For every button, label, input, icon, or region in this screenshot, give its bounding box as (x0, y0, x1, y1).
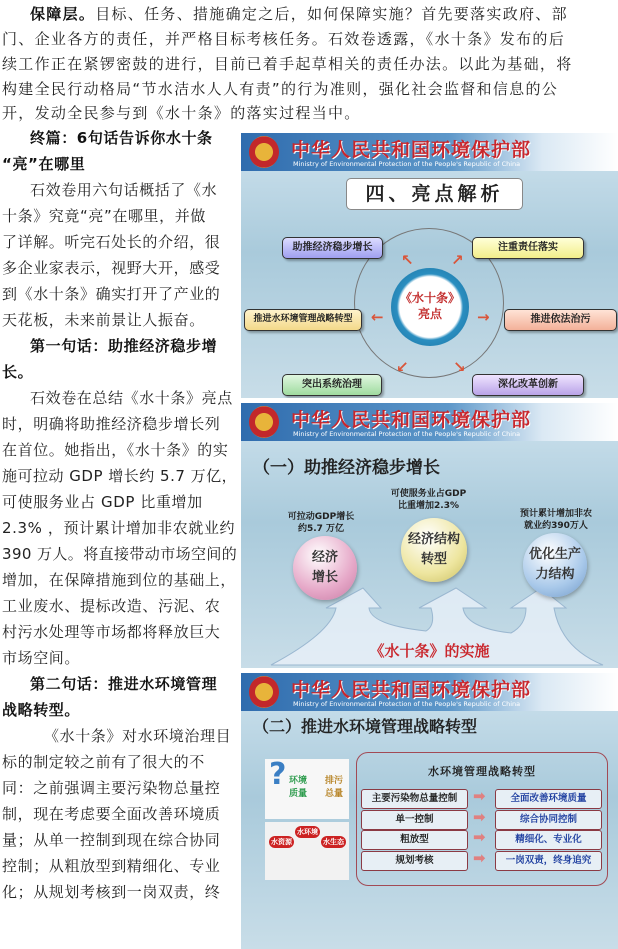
arrow-icon: ← (371, 308, 384, 326)
national-emblem-icon (249, 676, 279, 708)
arrow-right-icon: ➡ (473, 807, 486, 826)
text-line: 终篇：6句话告诉你水十条 (30, 129, 213, 147)
item-reform: 深化改革创新 (472, 374, 584, 396)
text-line: 控制；从粗放型到精细化、专业 (2, 857, 221, 875)
text-line: 门、企业各方的责任，并严格目标考核任务。石效卷透露，《水十条》发布的后 (2, 30, 566, 48)
text-line: 石效卷在总结《水十条》亮点 (30, 389, 233, 407)
text-line: 保障层。目标、任务、措施确定之后，如何保障实施？首先要落实政府、部 (30, 5, 568, 23)
lead-bold: 保障层。 (30, 5, 96, 23)
text-line: 标的制定较之前有了很大的不 (2, 753, 205, 771)
ball-production: 优化生产 力结构 (523, 533, 587, 597)
text-line: 天花板，未来前景让人振奋。 (2, 311, 205, 329)
from-item: 单一控制 (361, 810, 468, 830)
to-item: 精细化、专业化 (495, 830, 602, 850)
text-line: 多企业家表示，视野大开，感受 (2, 259, 221, 277)
arrow-icon: ↖ (401, 251, 414, 269)
arrow-right-icon: ➡ (473, 848, 486, 867)
text-line: 战略转型。 (2, 701, 81, 719)
slide-economy: 中华人民共和国环境保护部 Ministry of Environmental Protection of the People's Republic of China （一）助推经济稳步增长 可拉动GDP增长 约5.7 万亿 可使服务业占GDP 比重增加2.3% 预计累计增加非农 就业约390万人 经济 增长 经济结构 转型 优化生产 力结构 《水十条》的实施 (241, 403, 618, 668)
slide-title: 四、亮点解析 (346, 178, 523, 210)
text-line: 制，现在考虑要全面改善环境质 (2, 805, 221, 823)
item-law: 推进依法治污 (504, 309, 617, 331)
text-line: 了详解。听完石处长的介绍，很 (2, 233, 221, 251)
slide-strategy (241, 673, 618, 949)
strategy-panel: 水环境管理战略转型 (356, 752, 608, 886)
text-line: 开，发动全民参与到《水十条》的落实过程当中。 (2, 104, 361, 122)
text-line: 施可拉动 GDP 增长约 5.7 万亿， (2, 467, 238, 485)
text-line: 化；从规划考核到一岗双责，终 (2, 883, 221, 901)
arrow-right-icon: ➡ (473, 787, 486, 805)
text-line: 长。 (2, 363, 34, 381)
text-line: 到《水十条》确实打开了产业的 (2, 285, 221, 303)
slide-title: （二）推进水环境管理战略转型 (253, 717, 478, 736)
to-item: 综合协同控制 (495, 810, 602, 830)
national-emblem-icon (249, 136, 279, 168)
arrow-icon: ↘ (453, 358, 466, 376)
slide-title: （一）助推经济稳步增长 (253, 458, 440, 478)
illustration-question: ? 环境 质量 排污 总量 (265, 759, 349, 819)
text-line: 村污水处理等市场都将释放巨大 (2, 623, 221, 641)
text-line: 第二句话：推进水环境管理 (30, 675, 218, 693)
ministry-banner: 中华人民共和国环境保护部 Ministry of Environmental Protection of the People's Republic of China (241, 673, 618, 711)
item-economy: 助推经济稳步增长 (282, 237, 383, 259)
arrow-icon: → (477, 308, 490, 326)
item-responsibility: 注重责任落实 (472, 237, 584, 259)
from-item: 粗放型 (361, 830, 468, 850)
base-label: 《水十条》的实施 (369, 642, 490, 660)
ball-structure: 经济结构 转型 (401, 518, 467, 582)
ministry-banner: 中华人民共和国环境保护部 Ministry of Environmental Protection of the People's Republic of China (241, 133, 618, 171)
slide-highlights (241, 133, 618, 398)
text-line: 在首位。她指出，《水十条》的实 (2, 441, 229, 459)
item-strategy: 推进水环境管理战略转型 (244, 309, 362, 331)
illustration-people: 水资源 水环境 水生态 (265, 822, 349, 880)
text-line: 构建全民行动格局“节水洁水人人有责”的行为准则，强化社会监督和信息的公 (2, 80, 559, 98)
ministry-banner: 中华人民共和国环境保护部 Ministry of Environmental Protection of the People's Republic of China (241, 403, 618, 441)
text-line: 量；从单一控制到现在综合协同 (2, 831, 221, 849)
question-mark-icon: ? (269, 757, 287, 792)
center-hub: 《水十条》 亮点 (391, 268, 469, 346)
text-line: 续工作正在紧锣密鼓的进行，目前已着手起草相关的责任办法。以此为基础，将 (2, 55, 573, 73)
text-line: 390 万人。将直接带动市场空间的 (2, 545, 238, 563)
text-line: 增加，在保障措施到位的基础上， (2, 571, 237, 589)
from-item: 规划考核 (361, 851, 468, 871)
arrow-icon: ↗ (451, 251, 464, 269)
text-line: 时，明确将助推经济稳步增长列 (2, 415, 221, 433)
text-line: 同：之前强调主要污染物总量控 (2, 779, 221, 797)
text-line: 工业废水、提标改造、污泥、农 (2, 597, 221, 615)
text-line: 《水十条》对水环境治理目 (44, 727, 232, 745)
from-item: 主要污染物总量控制 (361, 789, 468, 809)
arrow-icon: ↙ (396, 358, 409, 376)
text-line: 2.3% ，预计累计增加非农就业约 (2, 519, 236, 537)
to-item: 全面改善环境质量 (495, 789, 602, 809)
ball-economic-growth: 经济 增长 (293, 536, 357, 600)
arrow-right-icon: ➡ (473, 828, 486, 846)
text-line: “亮”在哪里 (2, 155, 86, 173)
text-line: 可使服务业占 GDP 比重增加 (2, 493, 203, 511)
text-line: 十条》究竟“亮”在哪里，并做 (2, 207, 206, 225)
to-item: 一岗双责，终身追究 (495, 851, 602, 871)
item-system: 突出系统治理 (282, 374, 382, 396)
text-line: 市场空间。 (2, 649, 81, 667)
text-line: 石效卷用六句话概括了《水 (30, 181, 218, 199)
text-line: 第一句话：助推经济稳步增 (30, 337, 218, 355)
